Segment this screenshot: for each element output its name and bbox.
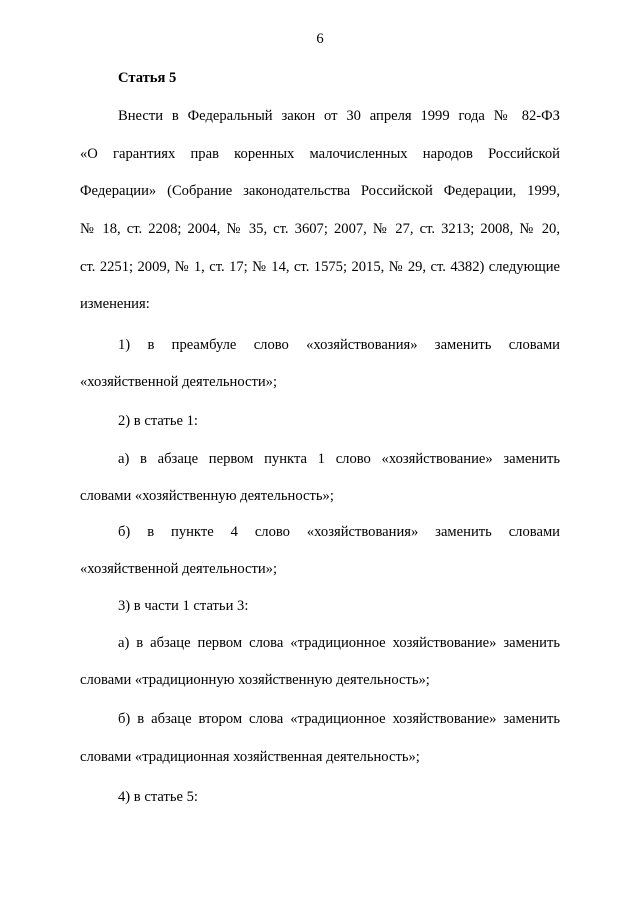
page-number: 6 [316, 31, 324, 47]
item-3-heading: 3) в части 1 статьи 3: [118, 598, 249, 614]
text-line-intro-6: изменения: [80, 296, 150, 312]
item-2a-line-2: словами «хозяйственную деятельность»; [80, 488, 334, 504]
text-line-intro-1: Внести в Федеральный закон от 30 апреля 1999 года № 82-ФЗ [118, 108, 560, 124]
item-4-heading: 4) в статье 5: [118, 789, 198, 805]
item-1-line-1: 1) в преамбуле слово «хозяйствования» заменить словами [118, 337, 560, 353]
item-2a-line-1: а) в абзаце первом пункта 1 слово «хозяйствование» заменить [118, 451, 560, 467]
text-line-intro-5: ст. 2251; 2009, № 1, ст. 17; № 14, ст. 1575; 2015, № 29, ст. 4382) следующие [80, 259, 560, 275]
item-3b-line-1: б) в абзаце втором слова «традиционное хозяйствование» заменить [118, 711, 560, 727]
article-heading: Статья 5 [118, 70, 177, 86]
item-1-line-2: «хозяйственной деятельности»; [80, 374, 278, 390]
item-2b-line-2: «хозяйственной деятельности»; [80, 561, 278, 577]
item-2b-line-1: б) в пункте 4 слово «хозяйствования» заменить словами [118, 524, 560, 540]
item-3a-line-2: словами «традиционную хозяйственную деятельность»; [80, 672, 430, 688]
item-3b-line-2: словами «традиционная хозяйственная деятельность»; [80, 749, 420, 765]
item-2-heading: 2) в статье 1: [118, 413, 198, 429]
text-line-intro-3: Федерации» (Собрание законодательства Российской Федерации, 1999, [80, 183, 560, 199]
text-line-intro-4: № 18, ст. 2208; 2004, № 35, ст. 3607; 2007, № 27, ст. 3213; 2008, № 20, [80, 221, 560, 237]
text-line-intro-2: «О гарантиях прав коренных малочисленных народов Российской [80, 146, 560, 162]
item-3a-line-1: а) в абзаце первом слова «традиционное хозяйствование» заменить [118, 635, 560, 651]
